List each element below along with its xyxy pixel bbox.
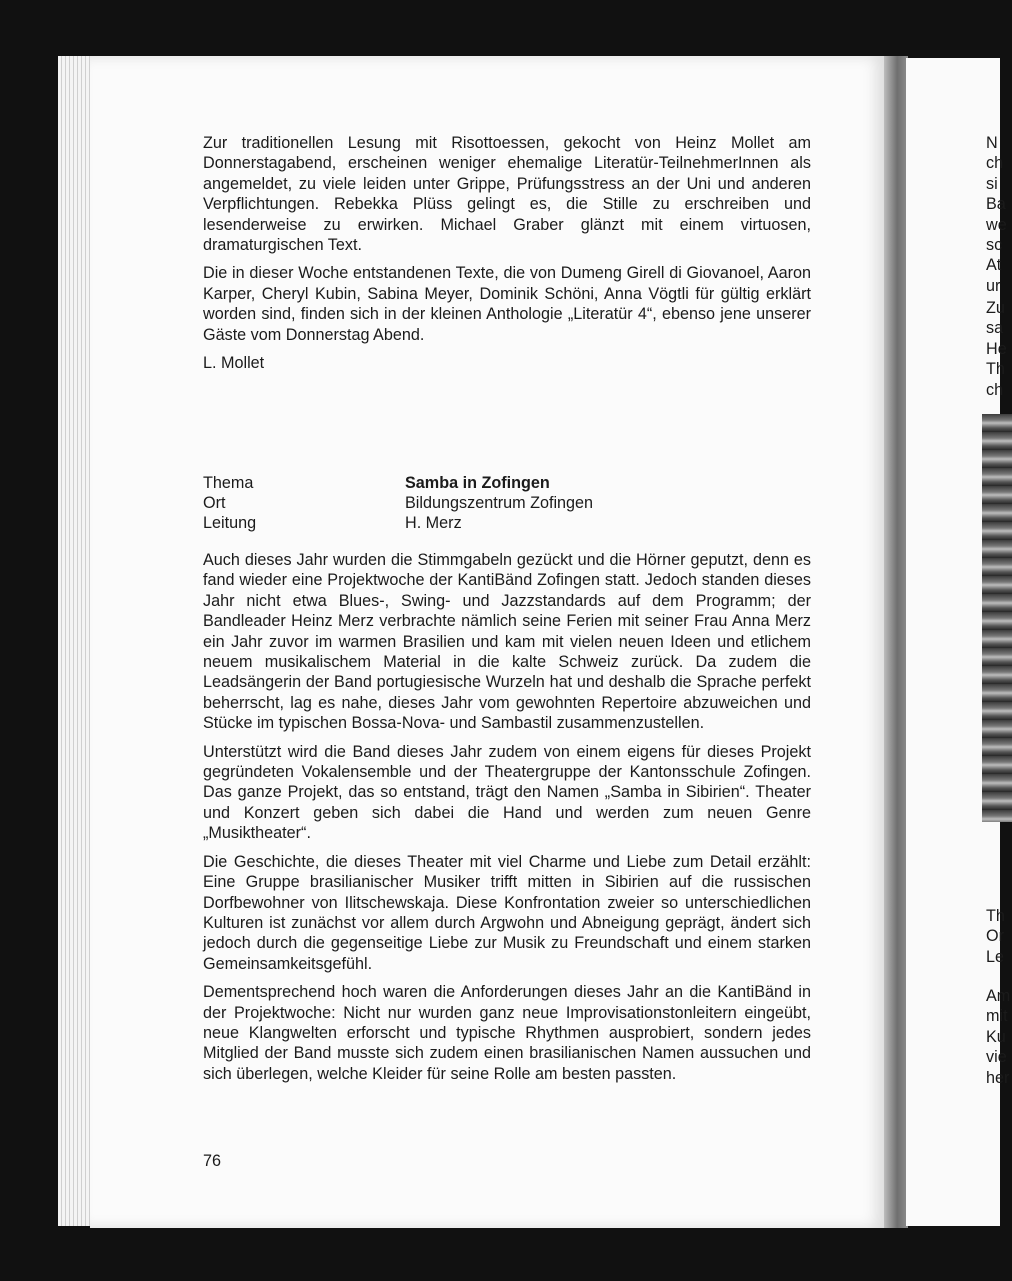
text-fragment: mit (986, 1007, 1008, 1026)
text-fragment: ch (986, 380, 1004, 399)
text-fragment: ur (986, 276, 1001, 295)
paragraph: Unterstützt wird die Band dieses Jahr zudem von einem eigens für dieses Projekt gegründeten Vokalensemble und der Theatergruppe der Kantonsschule Zofingen. Das ganze Projekt, das so entstand, trägt den Namen „Samba in Sibirien“. Theater und Konzert geben sich dabei die Hand und werden zum neuen Genre „Musiktheater“. (203, 742, 811, 843)
text-fragment: Le (986, 947, 1005, 966)
text-fragment: sc (986, 236, 1003, 255)
text-fragment: He (986, 339, 1007, 358)
signature: L. Mollet (203, 354, 265, 373)
paragraph: Die in dieser Woche entstandenen Texte, die von Dumeng Girell di Giovanoel, Aaron Karper, Cheryl Kubin, Sabina Meyer, Dominik Schöni, Anna Vögtli für gültig erklärt worden sind, finden sich in der kleinen Anthologie „Literatür 4“, ebenso jene unserer Gäste vom Donnerstag Abend. (203, 264, 811, 344)
text-fragment: Am (986, 987, 1011, 1005)
text-fragment: her (986, 1068, 1010, 1087)
thema-label: Thema (203, 474, 254, 492)
text-fragment: Ba (986, 195, 1006, 214)
right-page (906, 58, 1011, 1226)
text-fragment: vie (986, 1048, 1007, 1067)
thema-row (203, 473, 811, 493)
right-text-group-c (986, 906, 1005, 967)
text-fragment: Ku (986, 1027, 1006, 1046)
right-text-group-b (986, 298, 1007, 400)
text-fragment: ch (986, 154, 1004, 173)
right-text-group-d (986, 986, 1010, 1088)
text-fragment: Th (986, 907, 1005, 925)
ort-label: Ort (203, 494, 226, 512)
photo (982, 414, 1012, 822)
right-text-group-a (986, 133, 1007, 296)
text-fragment: Th (986, 360, 1005, 379)
paragraph: Zur traditionellen Lesung mit Risottoessen, gekocht von Heinz Mollet am Donnerstagabend, erscheinen weniger ehemalige Literatür-TeilnehmerInnen als angemeldet, zu viele leiden unter Grippe, Prüfungsstress an der Uni und anderen Verpflichtungen. Rebekka Plüss gelingt es, die Stille zu erschreiben und lesenderweise zu erwirken. Michael Graber glänzt mit einem virtuosen, dramaturgischen Text. (203, 134, 811, 255)
paragraph: Auch dieses Jahr wurden die Stimmgabeln gezückt und die Hörner geputzt, denn es fand wieder eine Projektwoche der KantiBänd Zofingen statt. Jedoch standen dieses Jahr nicht etwa Blues-, Swing- und Jazzstandards auf dem Programm; der Bandleader Heinz Merz verbrachte nämlich seine Ferien mit seiner Frau Anna Merz ein Jahr zuvor im warmen Brasilien und kam mit vielen neuen Ideen und etlichem neuem musikalischem Material in die kalte Schweiz zurück. Da zudem die Leadsängerin der Band portugiesische Wurzeln hat und deshalb die Sprache perfekt beherrscht, lag es nahe, dieses Jahr vom gewohnten Repertoire abzuweichen und Stücke im typischen Bossa-Nova- und Sambastil zusammenzustellen. (203, 551, 811, 733)
thema-value: Samba in Zofingen (405, 474, 550, 492)
text-fragment: Zu (986, 299, 1005, 317)
ort-row (203, 493, 811, 513)
leitung-row (203, 513, 811, 533)
text-fragment: we (986, 215, 1007, 234)
text-fragment: N (986, 134, 998, 152)
ort-value: Bildungszentrum Zofingen (405, 494, 594, 512)
paragraph: Die Geschichte, die dieses Theater mit viel Charme und Liebe zum Detail erzählt: Eine Gruppe brasilianischer Musiker trifft mitten in Sibirien auf die russischen Dorfbewohner von Ilitschewskaja. Diese Konfrontation zweier so unterschiedlichen Kulturen ist zunächst vor allem durch Argwohn und Abneigung geprägt, ändert sich jedoch durch die gegenseitige Liebe zur Musik zu Freundschaft und einem starken Gemeinsamkeitsgefühl. (203, 852, 811, 973)
leitung-value: H. Merz (405, 514, 462, 532)
text-fragment: si (986, 174, 998, 193)
project-info (203, 473, 811, 533)
book-gutter (884, 56, 908, 1228)
page-number: 76 (203, 1152, 222, 1170)
paragraph: Dementsprechend hoch waren die Anforderungen dieses Jahr an die KantiBänd in der Projektwoche: Nicht nur wurden ganz neue Improvisationstonleitern eingeübt, neue Klangwelten erforscht und typische Rhythmen ausprobiert, sondern jedes Mitglied der Band musste sich zudem einen brasilianischen Namen aussuchen und sich überlegen, welche Kleider für seine Rolle am besten passten. (203, 983, 811, 1083)
text-fragment: Or (986, 927, 1004, 946)
leitung-label: Leitung (203, 514, 257, 532)
text-fragment: At (986, 256, 1002, 275)
article-body (203, 550, 811, 1092)
intro-text (203, 133, 811, 381)
text-fragment: sa (986, 319, 1004, 338)
